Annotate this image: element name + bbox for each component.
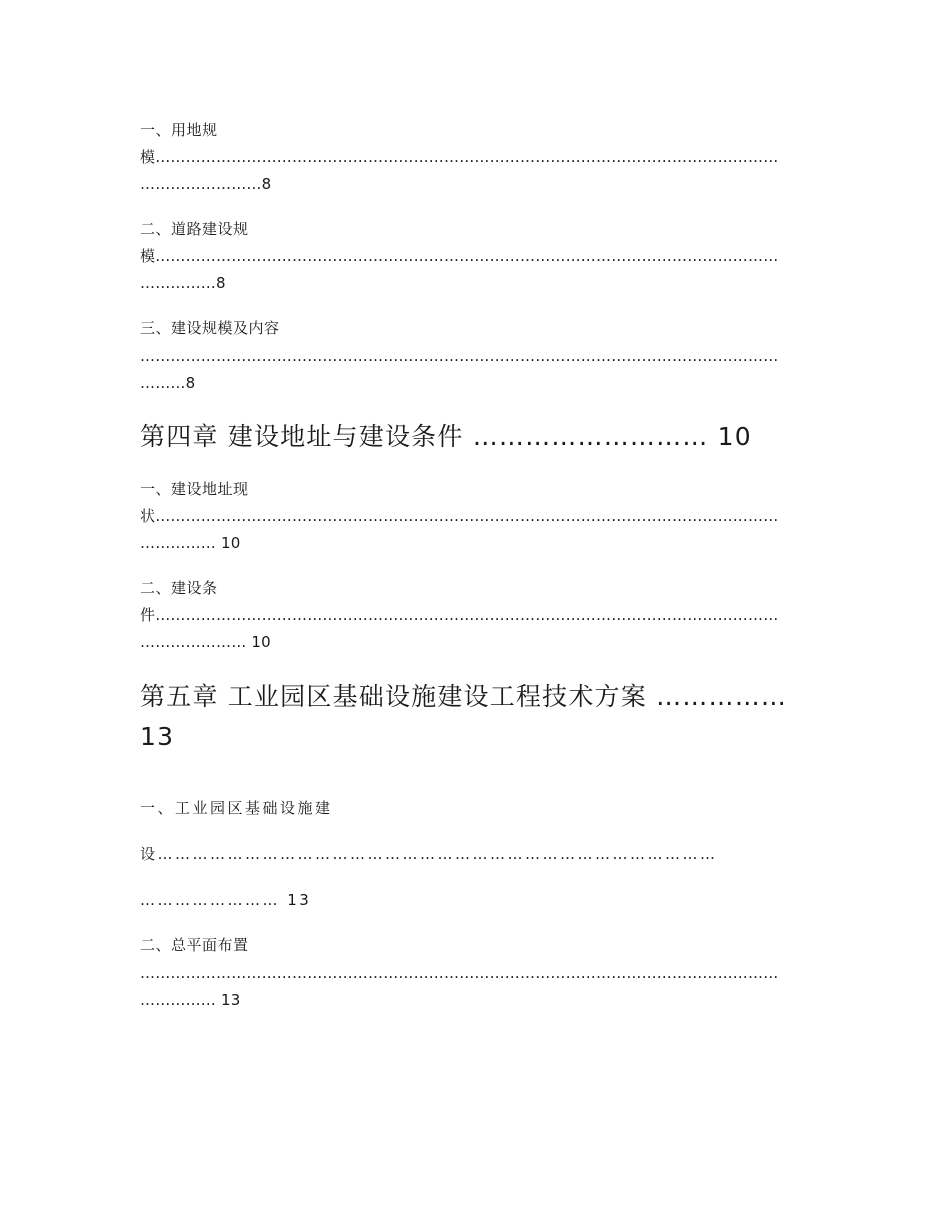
toc-entry-site-plan-page: …………… 13 <box>140 991 241 1009</box>
toc-entry-site-plan-leader: ……………………………………………………………………………………………………………… <box>140 964 779 982</box>
toc-entry-site-status-title[interactable]: 一、建设地址现 <box>140 480 249 498</box>
toc-entry-land-scale-page: ……………………8 <box>140 175 272 193</box>
toc-entry-road-scale-title[interactable]: 二、道路建设规 <box>140 220 249 238</box>
toc-entry-road-scale-leader: 模…………………………………………………………………………………………………………… <box>140 247 779 265</box>
toc-entry-infrastructure-page: …………………… 13 <box>140 891 312 909</box>
toc-entry-road-scale-page: ……………8 <box>140 274 226 292</box>
toc-entry-construction-scope-leader: ……………………………………………………………………………………………………………… <box>140 347 779 365</box>
toc-chapter-5[interactable]: 第五章 工业园区基础设施建设工程技术方案 …………… <box>140 682 788 711</box>
toc-entry-site-status-leader: 状…………………………………………………………………………………………………………… <box>140 507 779 525</box>
toc-chapter-5-page: 13 <box>140 722 175 751</box>
toc-entry-land-scale-title[interactable]: 一、用地规 <box>140 121 218 139</box>
toc-entry-site-status-page: …………… 10 <box>140 534 241 552</box>
toc-entry-conditions-page: ………………… 10 <box>140 633 271 651</box>
toc-entry-construction-scope-page: ………8 <box>140 374 196 392</box>
toc-entry-conditions-leader: 件…………………………………………………………………………………………………………… <box>140 606 779 624</box>
toc-entry-site-plan-title[interactable]: 二、总平面布置 <box>140 936 249 954</box>
toc-entry-infrastructure-title[interactable]: 一、工业园区基础设施建 <box>140 799 333 817</box>
toc-chapter-4[interactable]: 第四章 建设地址与建设条件 ……………………… 10 <box>140 422 752 451</box>
toc-entry-conditions-title[interactable]: 二、建设条 <box>140 579 218 597</box>
toc-entry-infrastructure-leader: 设…………………………………………………………………………………… <box>140 845 718 863</box>
toc-entry-construction-scope-title[interactable]: 三、建设规模及内容 <box>140 319 280 337</box>
toc-entry-land-scale-leader: 模…………………………………………………………………………………………………………… <box>140 148 779 166</box>
